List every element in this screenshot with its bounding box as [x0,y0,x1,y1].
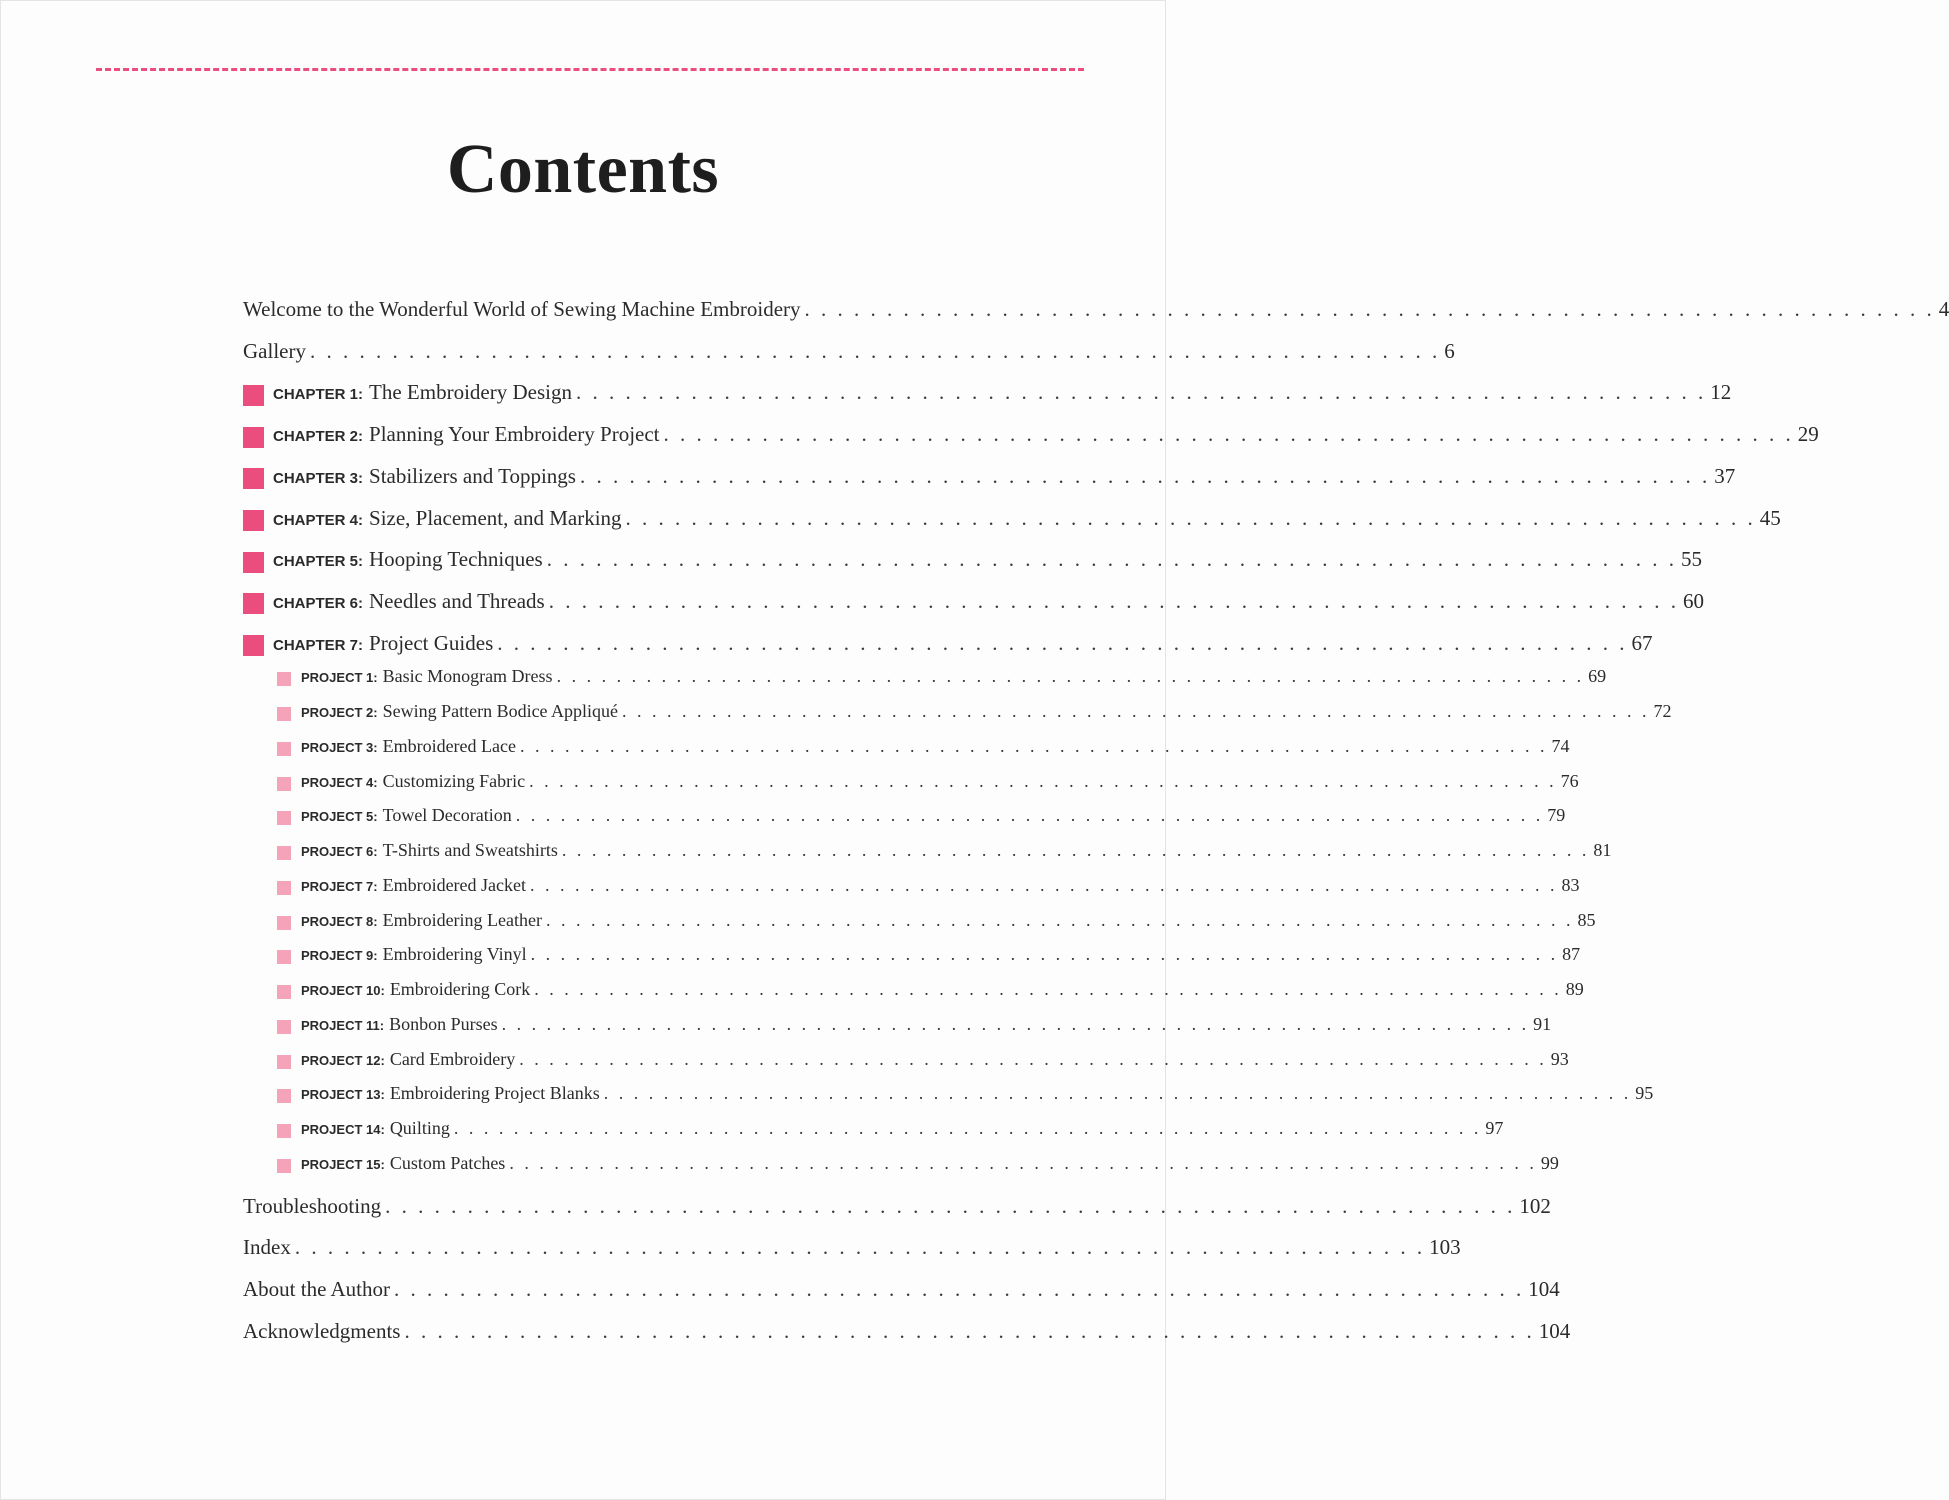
top-entry[interactable] [243,338,1455,369]
dot-leader: . . . . . . . . . . . . . . . . . . . . . . . . . . . . . . . . . . . . . . . . . . . . . . . . . . . . . . . . . . . . . . . . . . . . . [404,1318,1535,1343]
project-title: Sewing Pattern Bodice Appliqué [382,701,619,722]
project-marker-icon [277,1089,291,1103]
project-title: Bonbon Purses [389,1013,498,1034]
page-number: 89 [1565,979,1584,1000]
project-number: PROJECT 9: [301,948,378,964]
page-number: 103 [1429,1235,1461,1260]
project-marker-icon [277,846,291,860]
dot-leader: . . . . . . . . . . . . . . . . . . . . . . . . . . . . . . . . . . . . . . . . . . . . . . . . . . . . . . . . . . . . . . . . . . . . . [561,840,1590,861]
project-title: Embroidering Project Blanks [389,1083,600,1104]
chapter-number: CHAPTER 5: [273,553,364,571]
page-number: 99 [1540,1152,1559,1173]
dot-leader: . . . . . . . . . . . . . . . . . . . . . . . . . . . . . . . . . . . . . . . . . . . . . . . . . . . . . . . . . . . . . . . . . . . . . [603,1083,1632,1104]
project-marker-icon [277,950,291,964]
page-number: 37 [1714,463,1736,488]
page-number: 87 [1562,944,1581,965]
dot-leader: . . . . . . . . . . . . . . . . . . . . . . . . . . . . . . . . . . . . . . . . . . . . . . . . . . . . . . . . . . . . . . . . . . . . . [529,770,1557,791]
project-title: Embroidered Lace [382,735,517,756]
chapter-entry[interactable] [243,380,1732,410]
dot-leader: . . . . . . . . . . . . . . . . . . . . . . . . . . . . . . . . . . . . . . . . . . . . . . . . . . . . . . . . . . . . . . . . . . . . . [579,463,1711,488]
project-number: PROJECT 12: [301,1052,385,1068]
page-number: 104 [1538,1318,1571,1343]
dot-leader: . . . . . . . . . . . . . . . . . . . . . . . . . . . . . . . . . . . . . . . . . . . . . . . . . . . . . . . . . . . . . . . . . . . . . [625,505,1756,530]
project-marker-icon [277,1124,291,1138]
dot-leader: . . . . . . . . . . . . . . . . . . . . . . . . . . . . . . . . . . . . . . . . . . . . . . . . . . . . . . . . . . . . . . . . . . . . . [556,666,1585,687]
page-number: 67 [1631,630,1653,655]
page-number: 95 [1635,1083,1654,1104]
top-title: About the Author [243,1276,390,1301]
project-number: PROJECT 8: [301,913,378,929]
top-title: Welcome to the Wonderful World of Sewing Machine Embroidery [243,297,801,321]
project-title: Embroidering Vinyl [382,944,527,965]
project-entry[interactable] [277,701,1672,727]
project-marker-icon [277,811,291,825]
project-marker-icon [277,672,291,686]
dashed-rule [96,68,1084,71]
chapter-number: CHAPTER 7: [273,636,364,654]
dot-leader: . . . . . . . . . . . . . . . . . . . . . . . . . . . . . . . . . . . . . . . . . . . . . . . . . . . . . . . . . . . . . . . . . . . . . [530,944,1559,965]
chapter-entry[interactable] [243,422,1819,452]
project-title: Embroidering Cork [389,979,531,1000]
project-entry[interactable] [277,1013,1552,1040]
page-title: Contents [446,131,720,208]
dot-leader: . . . . . . . . . . . . . . . . . . . . . . . . . . . . . . . . . . . . . . . . . . . . . . . . . . . . . . . . . . . . . . . . . . . . . [534,979,1562,1000]
chapter-marker-icon [243,385,264,406]
page-number: 104 [1528,1276,1560,1301]
page-number: 93 [1550,1048,1569,1069]
page-number: 102 [1519,1193,1551,1218]
top-entry[interactable] [243,297,1949,327]
dot-leader: . . . . . . . . . . . . . . . . . . . . . . . . . . . . . . . . . . . . . . . . . . . . . . . . . . . . . . . . . . . . . . . . . . . . . [515,805,1544,826]
project-marker-icon [277,881,291,895]
dot-leader: . . . . . . . . . . . . . . . . . . . . . . . . . . . . . . . . . . . . . . . . . . . . . . . . . . . . . . . . . . . . . . . . . . . . . [309,338,1441,363]
top-title: Gallery [243,338,306,363]
top-entry[interactable] [243,1235,1461,1265]
chapter-number: CHAPTER 2: [273,428,364,446]
top-entry[interactable] [243,1276,1560,1307]
dot-leader: . . . . . . . . . . . . . . . . . . . . . . . . . . . . . . . . . . . . . . . . . . . . . . . . . . . . . . . . . . . . . . . . . . . . . [548,588,1679,613]
project-entry[interactable] [277,944,1581,970]
page-number: 12 [1710,380,1732,405]
project-marker-icon [277,1159,291,1173]
dot-leader: . . . . . . . . . . . . . . . . . . . . . . . . . . . . . . . . . . . . . . . . . . . . . . . . . . . . . . . . . . . . . . . . . . . . . [520,735,1548,756]
project-number: PROJECT 13: [301,1087,385,1103]
page-number: 45 [1759,505,1781,530]
project-title: Custom Patches [389,1152,506,1173]
project-entry[interactable] [277,979,1584,1005]
dot-leader: . . . . . . . . . . . . . . . . . . . . . . . . . . . . . . . . . . . . . . . . . . . . . . . . . . . . . . . . . . . . . . . . . . . . . [663,422,1794,447]
chapter-entry[interactable] [243,463,1736,494]
chapter-number: CHAPTER 6: [273,594,364,612]
top-entry[interactable] [243,1193,1551,1224]
chapter-marker-icon [243,635,264,656]
page-number: 72 [1653,701,1672,722]
chapter-number: CHAPTER 1: [273,386,364,404]
page-number: 74 [1551,735,1570,756]
chapter-title: The Embroidery Design [369,380,572,405]
top-title: Acknowledgments [243,1318,401,1343]
project-number: PROJECT 6: [301,844,378,860]
dot-leader: . . . . . . . . . . . . . . . . . . . . . . . . . . . . . . . . . . . . . . . . . . . . . . . . . . . . . . . . . . . . . . . . . . . . . [530,874,1558,895]
project-marker-icon [277,916,291,930]
page-number: 83 [1561,874,1580,895]
project-title: Customizing Fabric [382,770,526,791]
chapter-number: CHAPTER 4: [273,511,364,529]
chapter-marker-icon [243,552,264,573]
project-number: PROJECT 10: [301,983,385,999]
dot-leader: . . . . . . . . . . . . . . . . . . . . . . . . . . . . . . . . . . . . . . . . . . . . . . . . . . . . . . . . . . . . . . . . . . . . . [453,1118,1482,1139]
chapter-number: CHAPTER 3: [273,469,364,487]
page-number: 91 [1533,1013,1552,1034]
page-number: 85 [1577,909,1596,930]
project-entry[interactable] [277,1048,1569,1075]
chapter-title: Size, Placement, and Marking [369,505,622,530]
chapter-title: Project Guides [369,630,494,655]
project-entry[interactable] [277,1152,1559,1179]
project-entry[interactable] [277,666,1607,692]
page-number: 81 [1593,840,1612,861]
project-number: PROJECT 1: [301,670,378,686]
project-entry[interactable] [277,840,1612,866]
project-number: PROJECT 15: [301,1156,385,1172]
project-marker-icon [277,742,291,756]
project-entry[interactable] [277,1083,1654,1109]
page-number: 79 [1547,805,1566,826]
page-number: 69 [1588,666,1607,687]
project-title: Card Embroidery [389,1048,516,1069]
project-marker-icon [277,1020,291,1034]
chapter-marker-icon [243,427,264,448]
project-title: Embroidered Jacket [382,874,527,895]
dot-leader: . . . . . . . . . . . . . . . . . . . . . . . . . . . . . . . . . . . . . . . . . . . . . . . . . . . . . . . . . . . . . . . . . . . . . [804,297,1935,321]
page-number: 6 [1444,338,1455,363]
project-entry[interactable] [277,735,1570,762]
project-entry[interactable] [277,770,1579,797]
project-number: PROJECT 4: [301,774,378,790]
project-number: PROJECT 2: [301,705,378,721]
page-number: 76 [1560,770,1579,791]
project-marker-icon [277,1055,291,1069]
project-entry[interactable] [277,874,1580,901]
project-marker-icon [277,777,291,791]
page-number: 55 [1680,547,1702,572]
chapter-title: Needles and Threads [369,588,545,613]
project-entry[interactable] [277,805,1566,831]
page-number: 97 [1485,1118,1504,1139]
top-title: Troubleshooting [243,1193,382,1218]
page-number: 60 [1682,588,1704,613]
chapter-entry[interactable] [243,547,1702,577]
dot-leader: . . . . . . . . . . . . . . . . . . . . . . . . . . . . . . . . . . . . . . . . . . . . . . . . . . . . . . . . . . . . . . . . . . . . . [394,1276,1525,1301]
project-number: PROJECT 5: [301,809,378,825]
page-number: 29 [1797,422,1819,447]
dot-leader: . . . . . . . . . . . . . . . . . . . . . . . . . . . . . . . . . . . . . . . . . . . . . . . . . . . . . . . . . . . . . . . . . . . . . [294,1235,1426,1260]
chapter-title: Planning Your Embroidery Project [369,422,660,447]
dot-leader: . . . . . . . . . . . . . . . . . . . . . . . . . . . . . . . . . . . . . . . . . . . . . . . . . . . . . . . . . . . . . . . . . . . . . [575,380,1707,405]
project-title: Towel Decoration [382,805,512,826]
dot-leader: . . . . . . . . . . . . . . . . . . . . . . . . . . . . . . . . . . . . . . . . . . . . . . . . . . . . . . . . . . . . . . . . . . . . . [509,1152,1537,1173]
dot-leader: . . . . . . . . . . . . . . . . . . . . . . . . . . . . . . . . . . . . . . . . . . . . . . . . . . . . . . . . . . . . . . . . . . . . . [546,909,1574,930]
dot-leader: . . . . . . . . . . . . . . . . . . . . . . . . . . . . . . . . . . . . . . . . . . . . . . . . . . . . . . . . . . . . . . . . . . . . . [546,547,1677,572]
project-title: Embroidering Leather [382,909,543,930]
page-number: 4 [1938,297,1949,321]
project-number: PROJECT 7: [301,878,378,894]
dot-leader: . . . . . . . . . . . . . . . . . . . . . . . . . . . . . . . . . . . . . . . . . . . . . . . . . . . . . . . . . . . . . . . . . . . . . [501,1013,1530,1034]
dot-leader: . . . . . . . . . . . . . . . . . . . . . . . . . . . . . . . . . . . . . . . . . . . . . . . . . . . . . . . . . . . . . . . . . . . . . [497,630,1628,655]
chapter-entry[interactable] [243,588,1704,619]
project-number: PROJECT 11: [301,1017,385,1033]
project-entry[interactable] [277,909,1596,936]
dot-leader: . . . . . . . . . . . . . . . . . . . . . . . . . . . . . . . . . . . . . . . . . . . . . . . . . . . . . . . . . . . . . . . . . . . . . [622,701,1650,722]
chapter-title: Stabilizers and Toppings [369,463,576,488]
chapter-marker-icon [243,593,264,614]
chapter-marker-icon [243,468,264,489]
chapter-entry[interactable] [243,630,1653,661]
project-entry[interactable] [277,1118,1504,1144]
chapter-entry[interactable] [243,505,1781,536]
project-marker-icon [277,985,291,999]
project-number: PROJECT 3: [301,739,378,755]
project-number: PROJECT 14: [301,1122,385,1138]
top-title: Index [243,1235,291,1260]
project-marker-icon [277,707,291,721]
chapter-title: Hooping Techniques [369,547,543,572]
dot-leader: . . . . . . . . . . . . . . . . . . . . . . . . . . . . . . . . . . . . . . . . . . . . . . . . . . . . . . . . . . . . . . . . . . . . . [385,1193,1516,1218]
top-entry[interactable] [243,1318,1571,1349]
project-title: Quilting [389,1118,450,1139]
project-title: T-Shirts and Sweatshirts [382,840,558,861]
dot-leader: . . . . . . . . . . . . . . . . . . . . . . . . . . . . . . . . . . . . . . . . . . . . . . . . . . . . . . . . . . . . . . . . . . . . . [519,1048,1547,1069]
project-title: Basic Monogram Dress [382,666,553,687]
chapter-marker-icon [243,510,264,531]
